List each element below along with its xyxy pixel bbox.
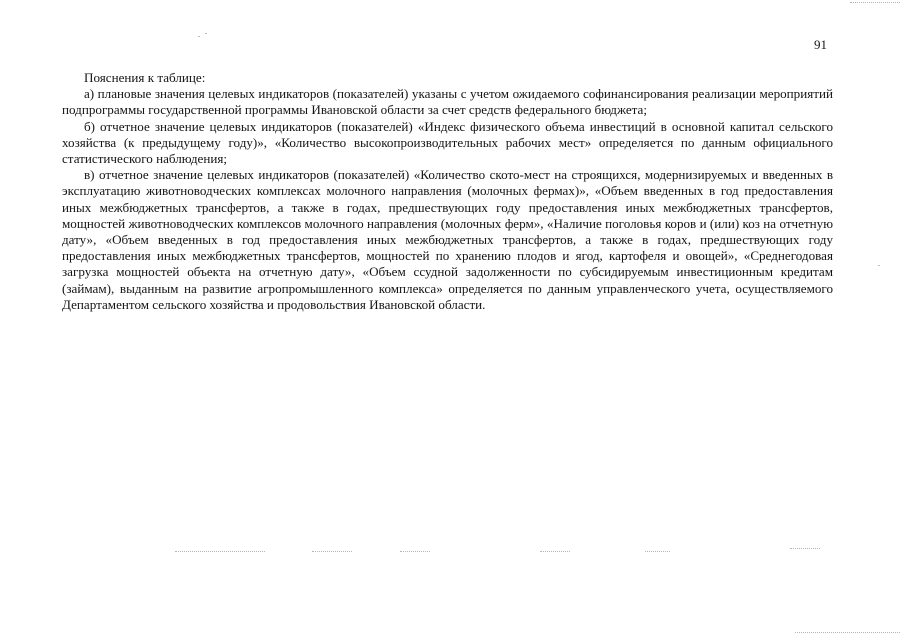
scan-artifact-bottom (400, 551, 430, 552)
notes-block (62, 70, 833, 313)
scan-artifact-top-right (850, 2, 900, 3)
scan-artifact-corner (795, 632, 900, 633)
scan-artifact-dot (878, 265, 880, 266)
scan-artifact-bottom-right (790, 548, 820, 549)
scan-artifact-bottom (175, 551, 265, 552)
scan-artifact-bottom (312, 551, 352, 552)
notes-paragraph-a: а) плановые значения целевых индикаторов (показателей) указаны с учетом ожидаемого софинансирования реализации мероприятий подпрограммы государственной программы Ивановской области за счет средств федерального бюджета; (62, 86, 833, 118)
notes-title: Пояснения к таблице: (84, 70, 206, 85)
scan-artifact-dot (205, 33, 207, 34)
scan-artifact-dot (198, 36, 200, 37)
scan-artifact-bottom (540, 551, 570, 552)
scan-artifact-bottom (645, 551, 670, 552)
page-number: 91 (814, 37, 827, 52)
notes-paragraph-c: в) отчетное значение целевых индикаторов (показателей) «Количество ското-мест на строящихся, модернизируемых и введенных в эксплуатацию животноводческих комплексах молочного направления (молочных фермах)», «Объем введенных в год предоставления иных межбюджетных трансфертов, а также в годах, предшествующих году предоставления иных межбюджетных трансфертов, мощностей животноводческих комплексов молочного направления (молочных ферм», «Наличие поголовья коров и (или) коз на отчетную дату», «Объем введенных в год предоставления иных межбюджетных трансфертов, а также в годах, предшествующих году предоставления иных межбюджетных трансфертов, мощностей по хранению плодов и ягод, картофеля и овощей», «Среднегодовая загрузка мощностей объекта на отчетную дату», «Объем ссудной задолженности по субсидируемым инвестиционным кредитам (займам), выданным на развитие агропромышленного комплекса» определяется по данным управленческого учета, осуществляемого Департаментом сельского хозяйства и продовольствия Ивановской области. (62, 167, 833, 312)
notes-paragraph-b: б) отчетное значение целевых индикаторов (показателей) «Индекс физического объема инвестиций в основной капитал сельского хозяйства (к предыдущему году)», «Количество высокопроизводительных рабочих мест» определяется по данным официального статистического наблюдения; (62, 118, 833, 167)
